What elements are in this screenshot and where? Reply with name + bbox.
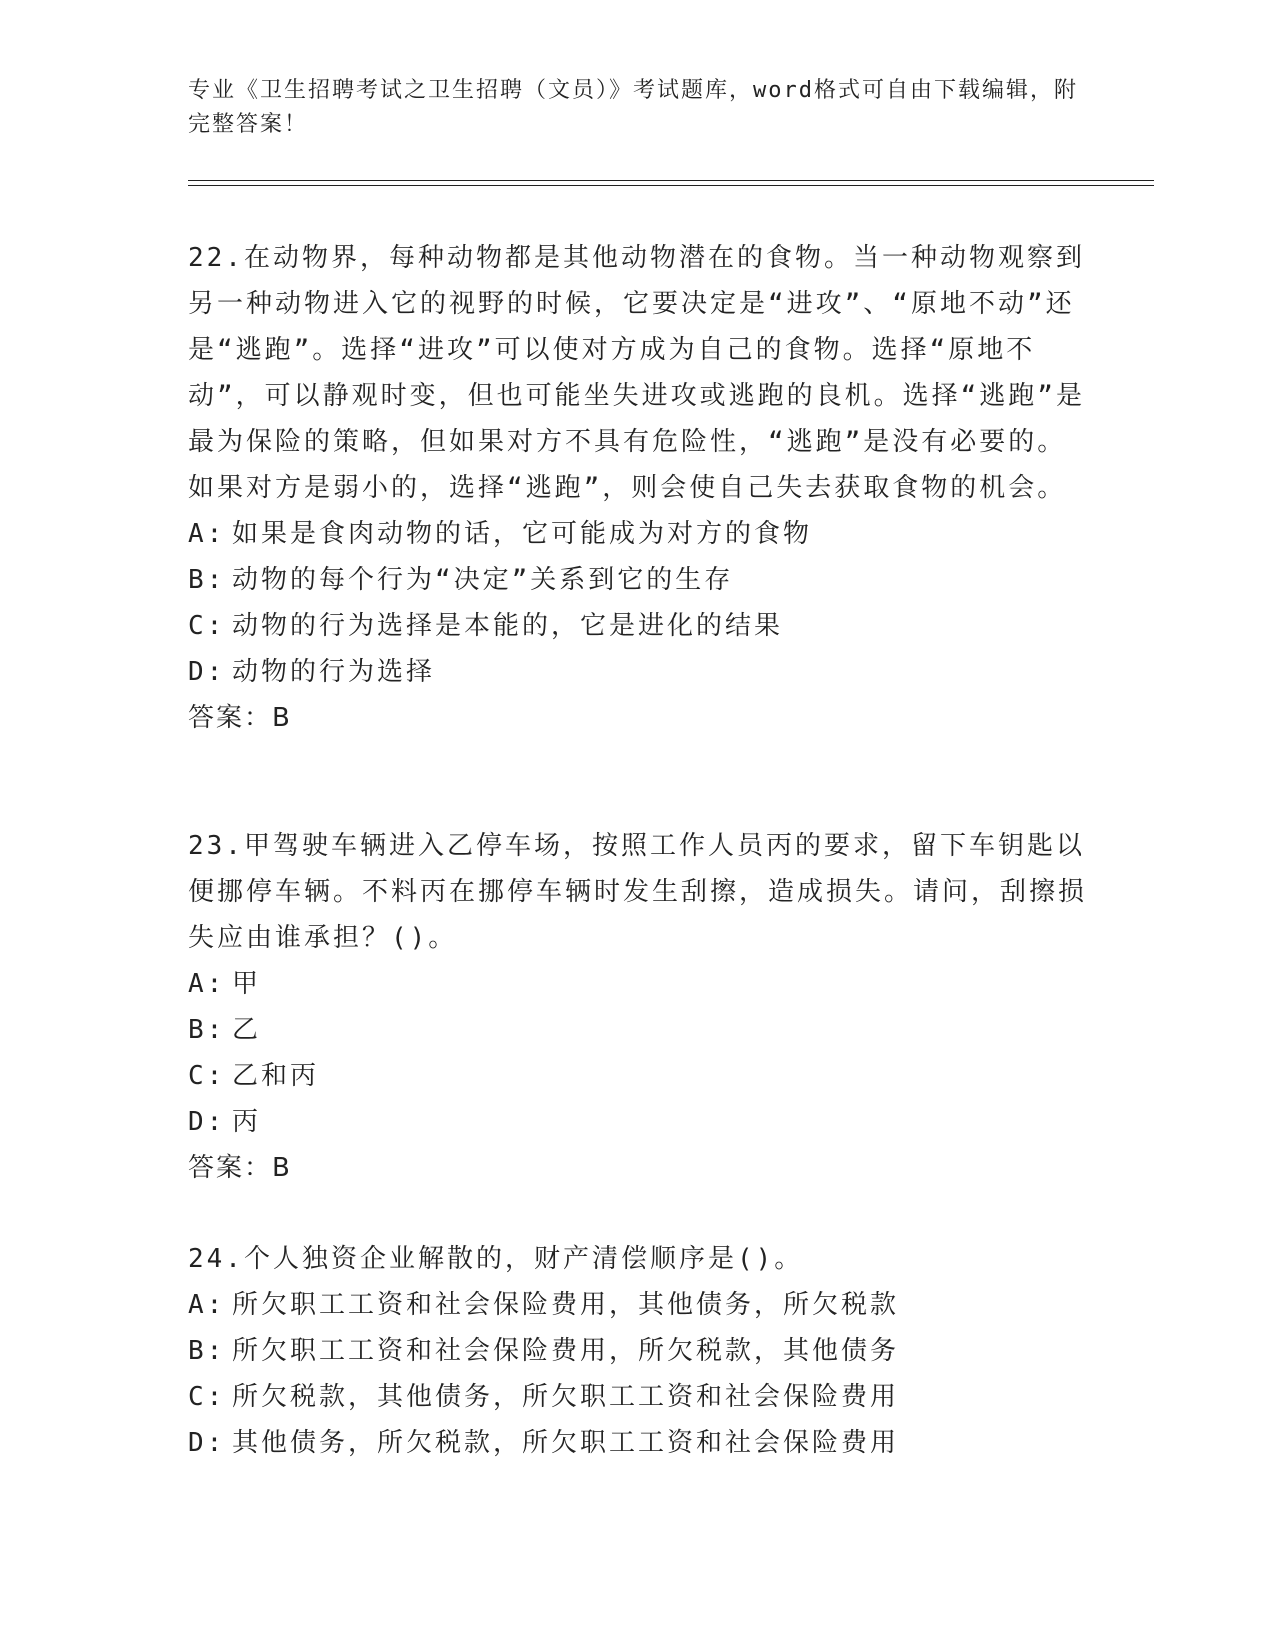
option-c [188,1374,1088,1420]
option-letter: D: [188,1107,226,1137]
option-a [188,1282,1088,1328]
header-text: 专业《卫生招聘考试之卫生招聘（文员）》考试题库，word格式可自由下载编辑，附完整答案！ [188,78,1078,137]
header-divider-top [188,180,1154,181]
option-a [188,511,1088,557]
option-c [188,1053,1088,1099]
question-22 [188,235,1088,741]
option-letter: B: [188,1015,226,1045]
option-text: 所欠职工工资和社会保险费用，其他债务，所欠税款 [232,1290,900,1320]
option-text: 如果是食肉动物的话，它可能成为对方的食物 [232,519,813,549]
option-letter: C: [188,611,226,641]
option-text: 动物的每个行为“决定”关系到它的生存 [232,565,734,595]
option-a [188,961,1088,1007]
option-text: 乙 [232,1015,262,1045]
option-text: 乙和丙 [232,1061,320,1091]
document-header [188,74,1088,142]
option-letter: B: [188,1336,226,1366]
option-b [188,1007,1088,1053]
answer-text: 答案：B [188,703,292,733]
option-letter: A: [188,969,226,999]
option-b [188,557,1088,603]
option-text: 动物的行为选择是本能的，它是进化的结果 [232,611,784,641]
option-letter: C: [188,1061,226,1091]
option-text: 所欠税款，其他债务，所欠职工工资和社会保险费用 [232,1382,900,1412]
option-letter: D: [188,657,226,687]
question-stem: 22.在动物界，每种动物都是其他动物潜在的食物。当一种动物观察到另一种动物进入它的视野的时候，它要决定是“进攻”、“原地不动”还是“逃跑”。选择“进攻”可以使对方成为自己的食物。选择“原地不动”，可以静观时变，但也可能坐失进攻或逃跑的良机。选择“逃跑”是最为保险的策略，但如果对方不具有危险性，“逃跑”是没有必要的。如果对方是弱小的，选择“逃跑”，则会使自己失去获取食物的机会。 [188,243,1085,503]
option-text: 丙 [232,1107,262,1137]
option-b [188,1328,1088,1374]
answer-text: 答案：B [188,1153,292,1183]
option-text: 所欠职工工资和社会保险费用，所欠税款，其他债务 [232,1336,900,1366]
question-23 [188,823,1088,1191]
option-text: 甲 [232,969,262,999]
option-text: 其他债务，所欠税款，所欠职工工资和社会保险费用 [232,1428,900,1458]
option-d [188,649,1088,695]
option-c [188,603,1088,649]
question-stem: 23.甲驾驶车辆进入乙停车场，按照工作人员丙的要求，留下车钥匙以便挪停车辆。不料丙在挪停车辆时发生刮擦，造成损失。请问，刮擦损失应由谁承担？()。 [188,831,1088,953]
option-letter: A: [188,1290,226,1320]
option-d [188,1099,1088,1145]
header-divider-bottom [188,185,1154,186]
option-d [188,1420,1088,1466]
option-letter: B: [188,565,226,595]
option-letter: D: [188,1428,226,1458]
question-stem: 24.个人独资企业解散的，财产清偿顺序是()。 [188,1244,804,1274]
option-letter: C: [188,1382,226,1412]
option-letter: A: [188,519,226,549]
question-24 [188,1236,1088,1466]
option-text: 动物的行为选择 [232,657,436,687]
